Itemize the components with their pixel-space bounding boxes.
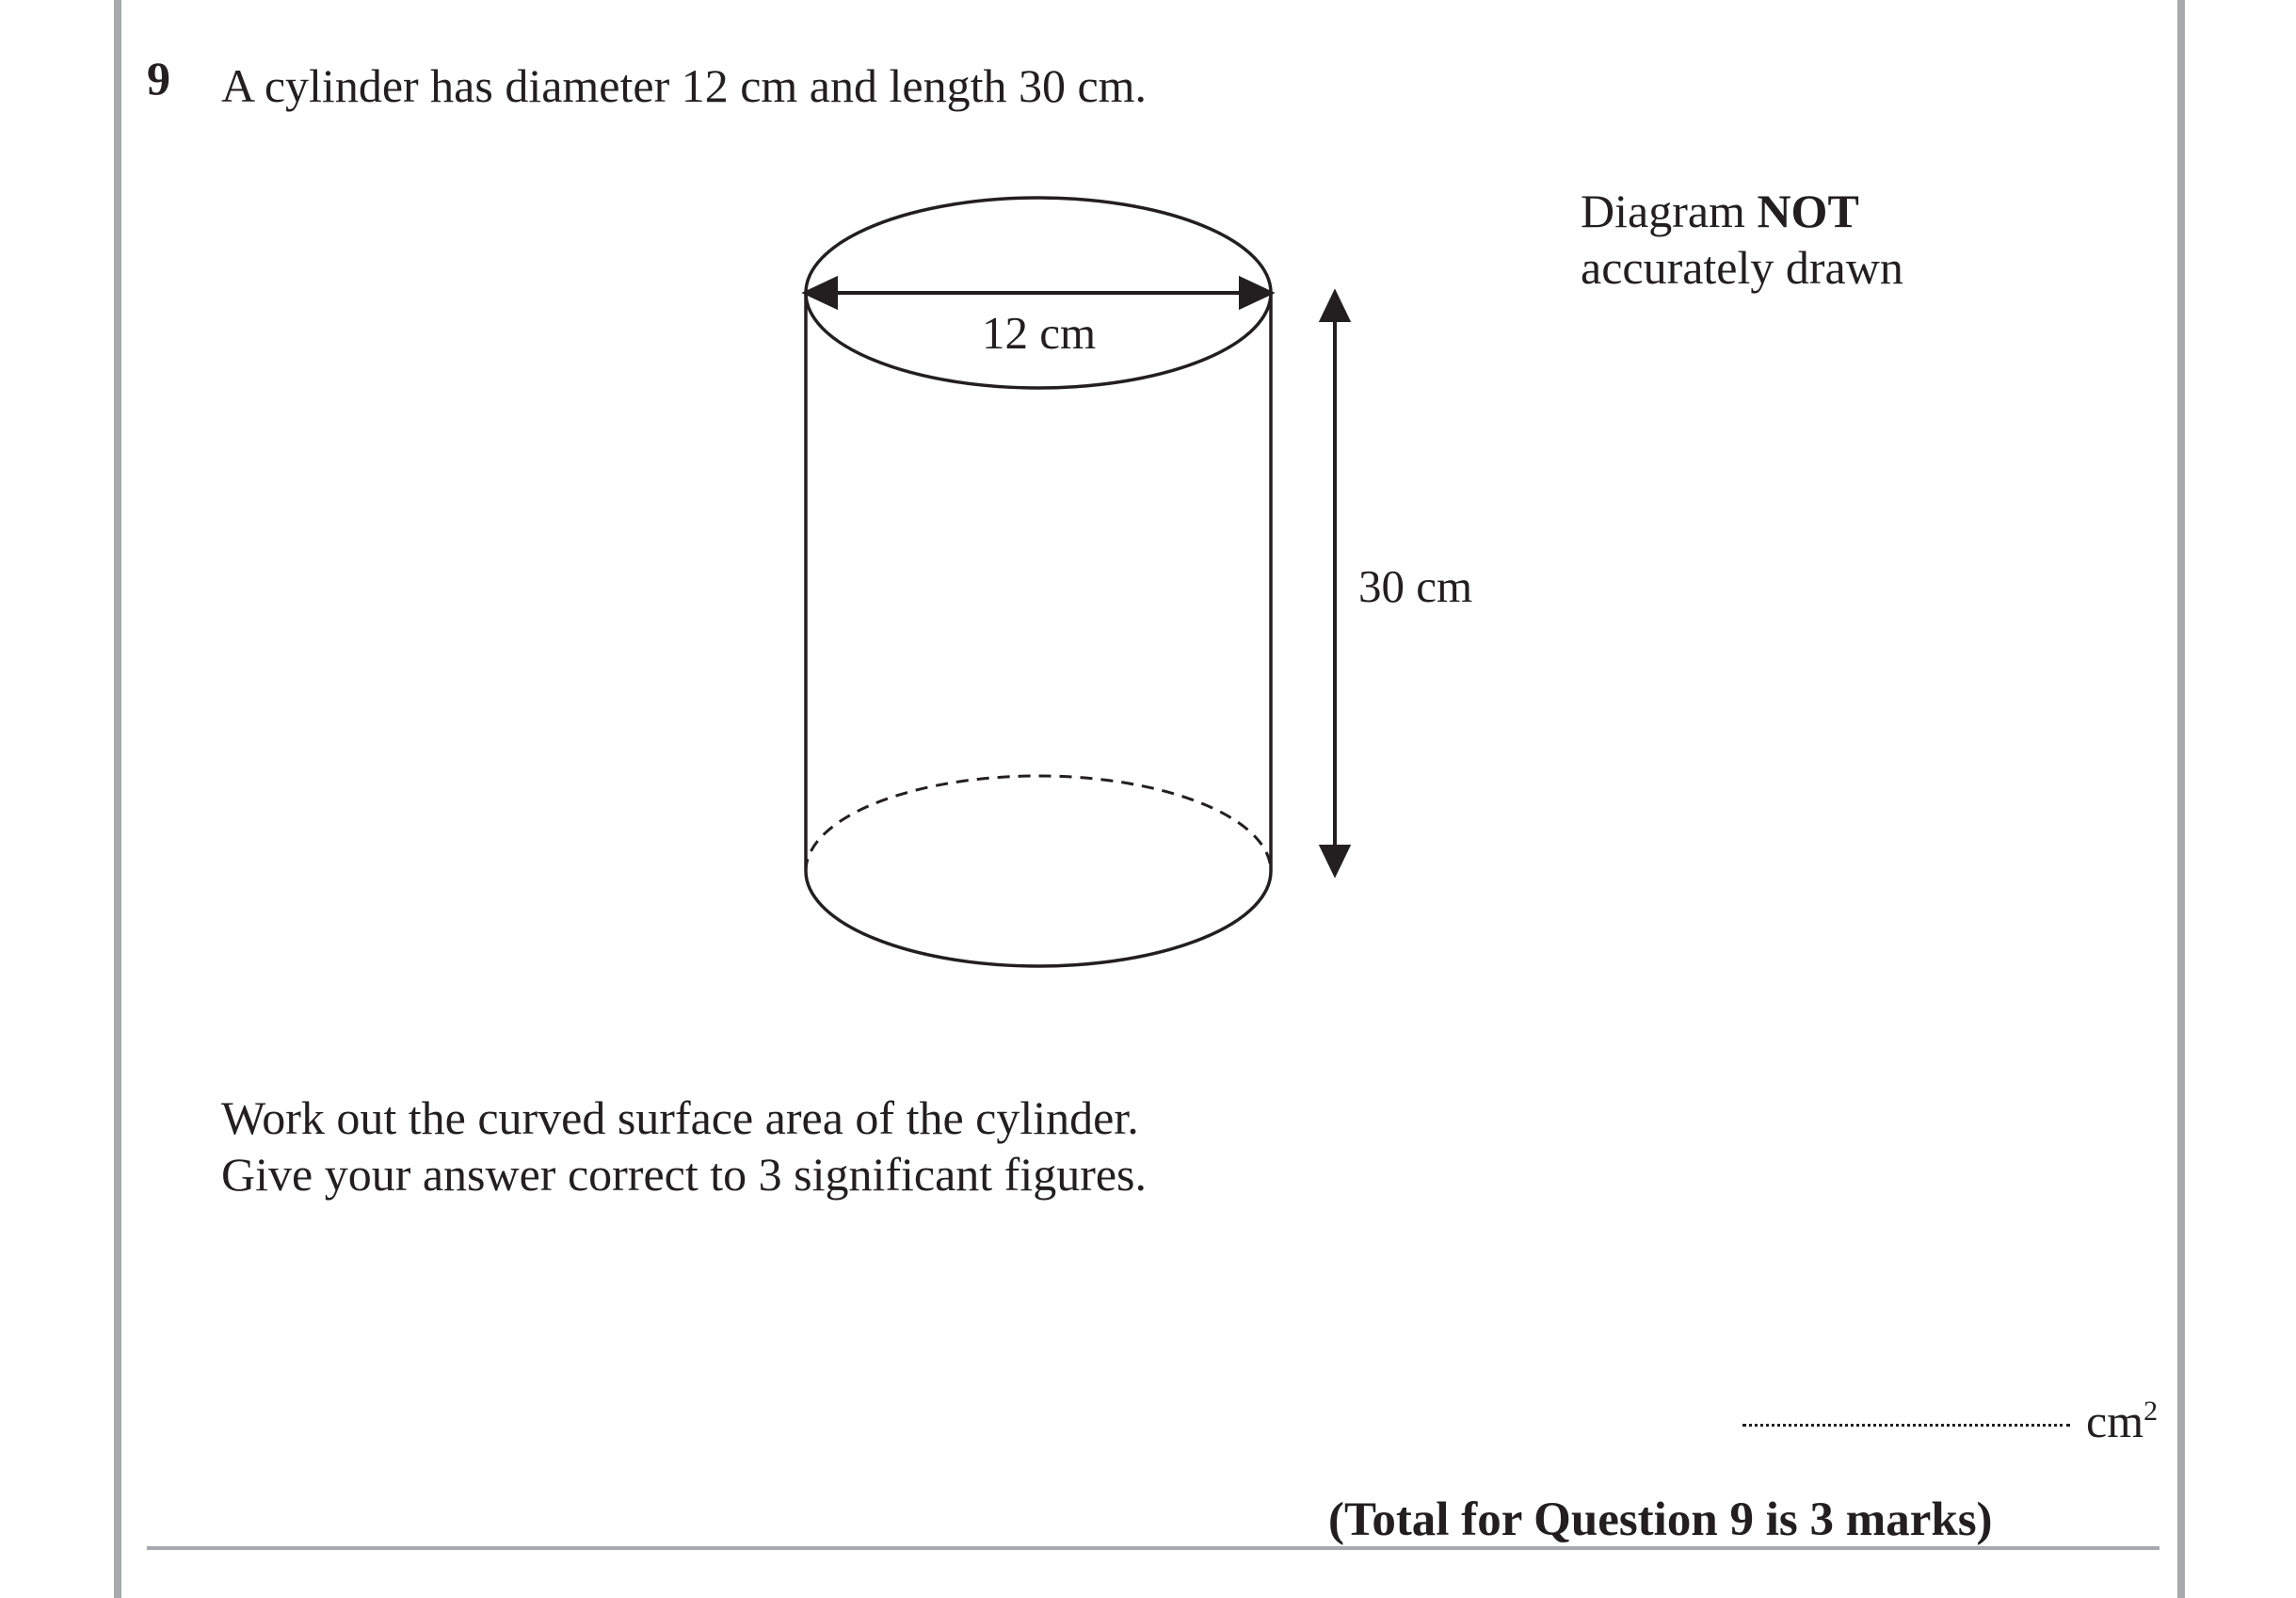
diagram-note-suffix: accurately drawn bbox=[1581, 241, 1903, 294]
length-arrowhead-top bbox=[1322, 293, 1348, 320]
answer-unit-text: cm bbox=[2086, 1395, 2144, 1447]
question-stem: A cylinder has diameter 12 cm and length 30 cm. bbox=[221, 59, 1148, 112]
instruction-line-1: Work out the curved surface area of the cylinder. bbox=[221, 1091, 1139, 1144]
diameter-arrowhead-right bbox=[1241, 279, 1271, 307]
answer-line[interactable] bbox=[1742, 1420, 2070, 1427]
answer-unit bbox=[2086, 1397, 2158, 1445]
cylinder-bottom-back-arc bbox=[806, 776, 1271, 871]
answer-unit-power: 2 bbox=[2143, 1396, 2159, 1427]
bottom-rule bbox=[147, 1546, 2160, 1550]
instruction-line-2: Give your answer correct to 3 significant figures. bbox=[221, 1148, 1148, 1201]
diameter-arrowhead-left bbox=[806, 279, 836, 307]
diagram-note-bold: NOT bbox=[1757, 185, 1859, 237]
cylinder-bottom-front-arc bbox=[806, 871, 1271, 966]
length-label: 30 cm bbox=[1358, 560, 1473, 612]
diagram-note-prefix: Diagram bbox=[1581, 185, 1758, 237]
length-arrowhead-bottom bbox=[1322, 847, 1348, 874]
total-marks: (Total for Question 9 is 3 marks) bbox=[1328, 1493, 1993, 1546]
question-number: 9 bbox=[147, 52, 170, 105]
diameter-label: 12 cm bbox=[982, 307, 1097, 359]
